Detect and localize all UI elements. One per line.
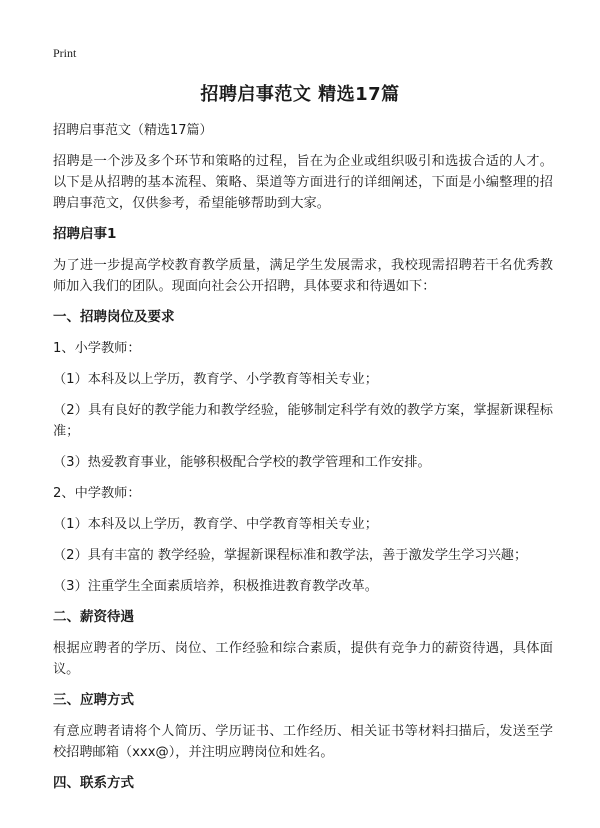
section-heading-salary: 二、薪资待遇 bbox=[53, 609, 134, 625]
print-link[interactable]: Print bbox=[53, 46, 77, 60]
section-heading-positions: 一、招聘岗位及要求 bbox=[53, 309, 175, 325]
requirement-item: （2）具有良好的教学能力和教学经验，能够制定科学有效的教学方案，掌握新课程标准； bbox=[53, 403, 553, 439]
intro-paragraph: 招聘是一个涉及多个环节和策略的过程，旨在为企业或组织吸引和选拔合适的人才。以下是从招聘的基本流程、策略、渠道等方面进行的详细阐述，下面是小编整理的招聘启事范文，仅供参考，希望能够帮助到大家。 bbox=[53, 154, 553, 211]
document-subtitle: 招聘启事范文（精选17篇） bbox=[53, 123, 213, 138]
requirement-item: （3）热爱教育事业，能够积极配合学校的教学管理和工作安排。 bbox=[53, 455, 431, 470]
section-heading-contact: 四、联系方式 bbox=[53, 775, 134, 791]
section-heading-apply: 三、应聘方式 bbox=[53, 692, 134, 708]
notice-heading: 招聘启事1 bbox=[53, 226, 117, 242]
requirement-item: （1）本科及以上学历，教育学、小学教育等相关专业； bbox=[53, 372, 378, 387]
notice-lead-paragraph: 为了进一步提高学校教育教学质量，满足学生发展需求，我校现需招聘若干名优秀教师加入我们的团队。现面向社会公开招聘，具体要求和待遇如下： bbox=[53, 258, 553, 294]
requirement-item: （3）注重学生全面素质培养，积极推进教育教学改革。 bbox=[53, 579, 378, 594]
apply-paragraph: 有意应聘者请将个人简历、学历证书、工作经历、相关证书等材料扫描后，发送至学校招聘邮箱（xxx@），并注明应聘岗位和姓名。 bbox=[53, 724, 553, 760]
document-body bbox=[53, 120, 553, 804]
requirement-item: （2）具有丰富的 教学经验，掌握新课程标准和教学法，善于激发学生学习兴趣； bbox=[53, 548, 528, 563]
position-label-primary: 1、小学教师： bbox=[53, 341, 141, 356]
position-label-middle: 2、中学教师： bbox=[53, 486, 141, 501]
requirement-item: （1）本科及以上学历，教育学、中学教育等相关专业； bbox=[53, 517, 378, 532]
salary-paragraph: 根据应聘者的学历、岗位、工作经验和综合素质，提供有竞争力的薪资待遇，具体面议。 bbox=[53, 641, 553, 677]
page-title: 招聘启事范文 精选17篇 bbox=[200, 84, 400, 105]
